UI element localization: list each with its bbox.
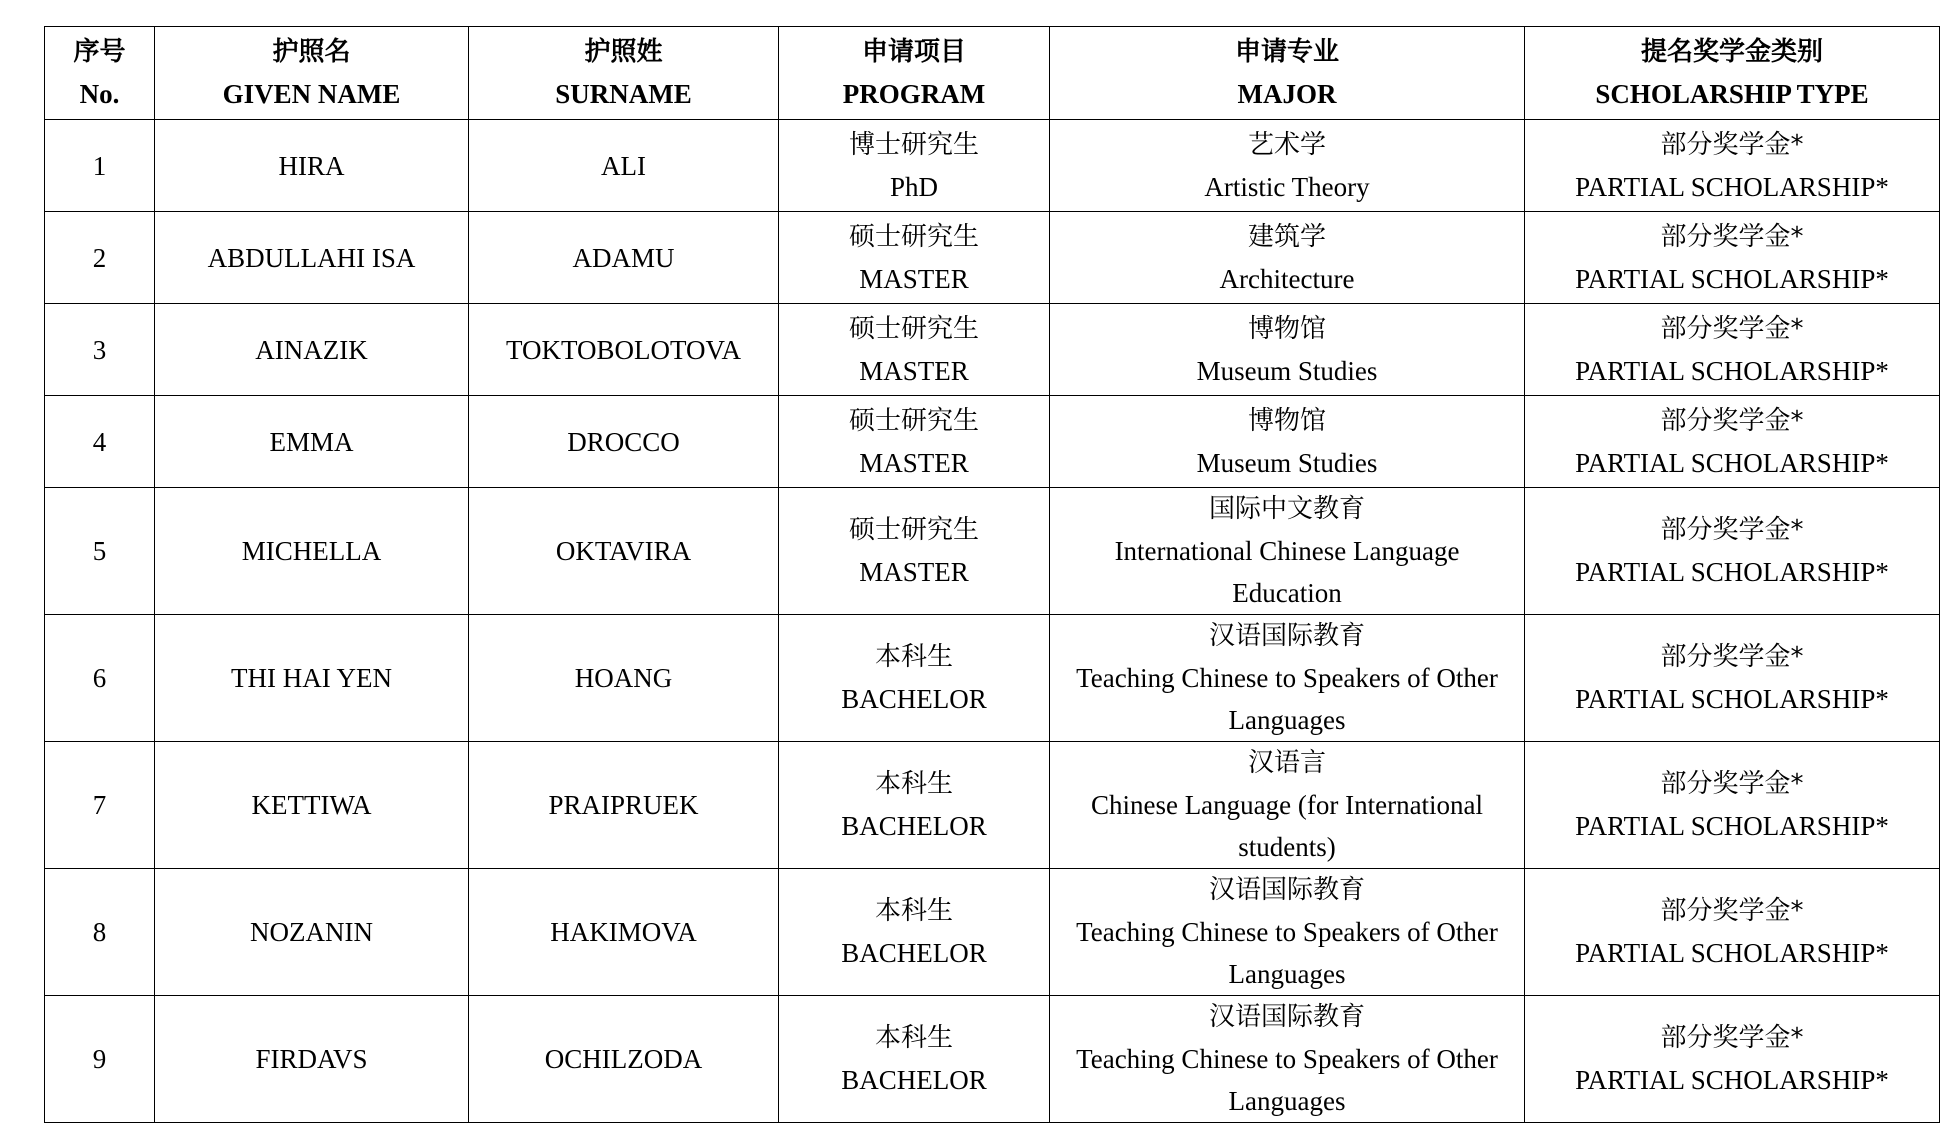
program-zh: 硕士研究生 (848, 313, 979, 344)
header-surname-zh: 护照姓 (584, 37, 663, 67)
cell-no: 9 (45, 996, 155, 1123)
program-zh: 本科生 (874, 769, 953, 799)
major-en: students) (1238, 832, 1336, 862)
cell-scholarship-type (1525, 304, 1940, 396)
program-zh: 硕士研究生 (848, 515, 979, 545)
table-row (45, 996, 1940, 1123)
cell-scholarship-type (1525, 742, 1940, 869)
cell-no: 7 (45, 742, 155, 869)
cell-major (1050, 212, 1525, 304)
scholarship-zh: 部分奖学金* (1660, 313, 1804, 344)
cell-scholarship-type (1525, 615, 1940, 742)
major-en: Languages (1228, 1086, 1346, 1116)
scholarship-zh: 部分奖学金* (1660, 769, 1804, 799)
table-row (45, 304, 1940, 396)
cell-program (779, 488, 1050, 615)
scholarship-en: PARTIAL SCHOLARSHIP* (1575, 557, 1889, 587)
cell-major (1050, 869, 1525, 996)
program-en: PhD (889, 171, 938, 202)
cell-program (779, 742, 1050, 869)
major-en: Chinese Language (for International (1090, 790, 1484, 820)
table-row (45, 396, 1940, 488)
header-major (1050, 27, 1525, 120)
header-major-zh: 申请专业 (1234, 37, 1339, 67)
program-zh: 本科生 (874, 642, 953, 672)
program-en: BACHELOR (841, 811, 987, 841)
scholarship-zh: 部分奖学金* (1660, 896, 1804, 926)
cell-given-name: NOZANIN (155, 869, 469, 996)
cell-program (779, 869, 1050, 996)
cell-scholarship-type (1525, 396, 1940, 488)
scholarship-en: PARTIAL SCHOLARSHIP* (1575, 684, 1889, 714)
scholarship-zh: 部分奖学金* (1660, 642, 1804, 672)
major-en: Teaching Chinese to Speakers of Other (1076, 1044, 1498, 1074)
cell-surname: PRAIPRUEK (469, 742, 779, 869)
cell-given-name: EMMA (155, 396, 469, 488)
scholarship-zh: 部分奖学金* (1660, 405, 1804, 436)
table-row (45, 212, 1940, 304)
cell-given-name: FIRDAVS (155, 996, 469, 1123)
table-row (45, 869, 1940, 996)
scholarship-table (44, 26, 1940, 1123)
program-en: BACHELOR (841, 1065, 987, 1095)
header-program (779, 27, 1050, 120)
cell-given-name: THI HAI YEN (155, 615, 469, 742)
cell-no: 8 (45, 869, 155, 996)
cell-major (1050, 304, 1525, 396)
cell-program (779, 996, 1050, 1123)
header-given-name-en: GIVEN NAME (222, 79, 401, 109)
cell-surname: OCHILZODA (469, 996, 779, 1123)
major-en: International Chinese Language (1114, 536, 1460, 566)
program-zh: 硕士研究生 (848, 221, 979, 252)
cell-major (1050, 996, 1525, 1123)
cell-program (779, 615, 1050, 742)
major-en: Education (1232, 578, 1342, 608)
major-en: Museum Studies (1196, 447, 1378, 478)
major-en: Architecture (1219, 263, 1355, 294)
cell-no: 5 (45, 488, 155, 615)
program-en: MASTER (859, 263, 969, 294)
cell-no: 3 (45, 304, 155, 396)
cell-no: 1 (45, 120, 155, 212)
cell-given-name: AINAZIK (155, 304, 469, 396)
cell-program (779, 212, 1050, 304)
cell-program (779, 304, 1050, 396)
header-given-name-zh: 护照名 (272, 37, 351, 67)
scholarship-zh: 部分奖学金* (1660, 129, 1804, 160)
program-zh: 硕士研究生 (848, 405, 979, 436)
cell-scholarship-type (1525, 996, 1940, 1123)
cell-surname: DROCCO (469, 396, 779, 488)
cell-major (1050, 615, 1525, 742)
cell-no: 4 (45, 396, 155, 488)
scholarship-en: PARTIAL SCHOLARSHIP* (1575, 263, 1889, 294)
header-surname-en: SURNAME (555, 79, 692, 109)
table-row (45, 488, 1940, 615)
header-scholarship-type-zh: 提名奖学金类别 (1640, 37, 1823, 67)
cell-scholarship-type (1525, 869, 1940, 996)
cell-surname: ALI (469, 120, 779, 212)
header-given-name (155, 27, 469, 120)
major-zh: 博物馆 (1247, 405, 1326, 436)
cell-scholarship-type (1525, 120, 1940, 212)
cell-given-name: ABDULLAHI ISA (155, 212, 469, 304)
cell-no: 6 (45, 615, 155, 742)
major-en: Languages (1228, 959, 1346, 989)
cell-scholarship-type (1525, 212, 1940, 304)
scholarship-en: PARTIAL SCHOLARSHIP* (1575, 938, 1889, 968)
major-zh: 艺术学 (1247, 129, 1326, 160)
header-no-zh: 序号 (73, 37, 126, 67)
program-en: MASTER (859, 557, 969, 587)
program-en: BACHELOR (841, 684, 987, 714)
program-zh: 博士研究生 (848, 129, 979, 160)
cell-no: 2 (45, 212, 155, 304)
major-zh: 汉语国际教育 (1208, 875, 1365, 905)
cell-surname: HOANG (469, 615, 779, 742)
scholarship-en: PARTIAL SCHOLARSHIP* (1575, 171, 1889, 202)
program-en: MASTER (859, 355, 969, 386)
cell-surname: ADAMU (469, 212, 779, 304)
table-row (45, 120, 1940, 212)
major-en: Museum Studies (1196, 355, 1378, 386)
header-program-zh: 申请项目 (861, 37, 966, 67)
major-zh: 博物馆 (1247, 313, 1326, 344)
major-zh: 建筑学 (1247, 221, 1326, 252)
major-zh: 汉语国际教育 (1208, 1002, 1365, 1032)
cell-given-name: HIRA (155, 120, 469, 212)
program-zh: 本科生 (874, 896, 953, 926)
cell-program (779, 396, 1050, 488)
header-surname (469, 27, 779, 120)
header-no (45, 27, 155, 120)
header-program-en: PROGRAM (842, 79, 986, 109)
major-zh: 汉语言 (1247, 748, 1326, 778)
header-no-en: No. (79, 79, 120, 109)
major-en: Teaching Chinese to Speakers of Other (1076, 663, 1498, 693)
table-row (45, 615, 1940, 742)
cell-scholarship-type (1525, 488, 1940, 615)
major-zh: 国际中文教育 (1208, 494, 1365, 524)
scholarship-zh: 部分奖学金* (1660, 1023, 1804, 1053)
program-zh: 本科生 (874, 1023, 953, 1053)
cell-surname: OKTAVIRA (469, 488, 779, 615)
header-major-en: MAJOR (1237, 79, 1337, 109)
major-en: Languages (1228, 705, 1346, 735)
header-row (45, 27, 1940, 120)
major-en: Artistic Theory (1204, 171, 1370, 202)
scholarship-en: PARTIAL SCHOLARSHIP* (1575, 811, 1889, 841)
program-en: BACHELOR (841, 938, 987, 968)
cell-major (1050, 742, 1525, 869)
major-zh: 汉语国际教育 (1208, 621, 1365, 651)
header-scholarship-type-en: SCHOLARSHIP TYPE (1595, 79, 1869, 109)
cell-program (779, 120, 1050, 212)
table-body (45, 120, 1940, 1123)
major-en: Teaching Chinese to Speakers of Other (1076, 917, 1498, 947)
cell-major (1050, 396, 1525, 488)
scholarship-en: PARTIAL SCHOLARSHIP* (1575, 447, 1889, 478)
table-row (45, 742, 1940, 869)
cell-surname: HAKIMOVA (469, 869, 779, 996)
program-en: MASTER (859, 447, 969, 478)
cell-surname: TOKTOBOLOTOVA (469, 304, 779, 396)
cell-given-name: KETTIWA (155, 742, 469, 869)
scholarship-en: PARTIAL SCHOLARSHIP* (1575, 1065, 1889, 1095)
header-scholarship-type (1525, 27, 1940, 120)
scholarship-zh: 部分奖学金* (1660, 221, 1804, 252)
cell-given-name: MICHELLA (155, 488, 469, 615)
cell-major (1050, 488, 1525, 615)
cell-major (1050, 120, 1525, 212)
scholarship-zh: 部分奖学金* (1660, 515, 1804, 545)
scholarship-en: PARTIAL SCHOLARSHIP* (1575, 355, 1889, 386)
